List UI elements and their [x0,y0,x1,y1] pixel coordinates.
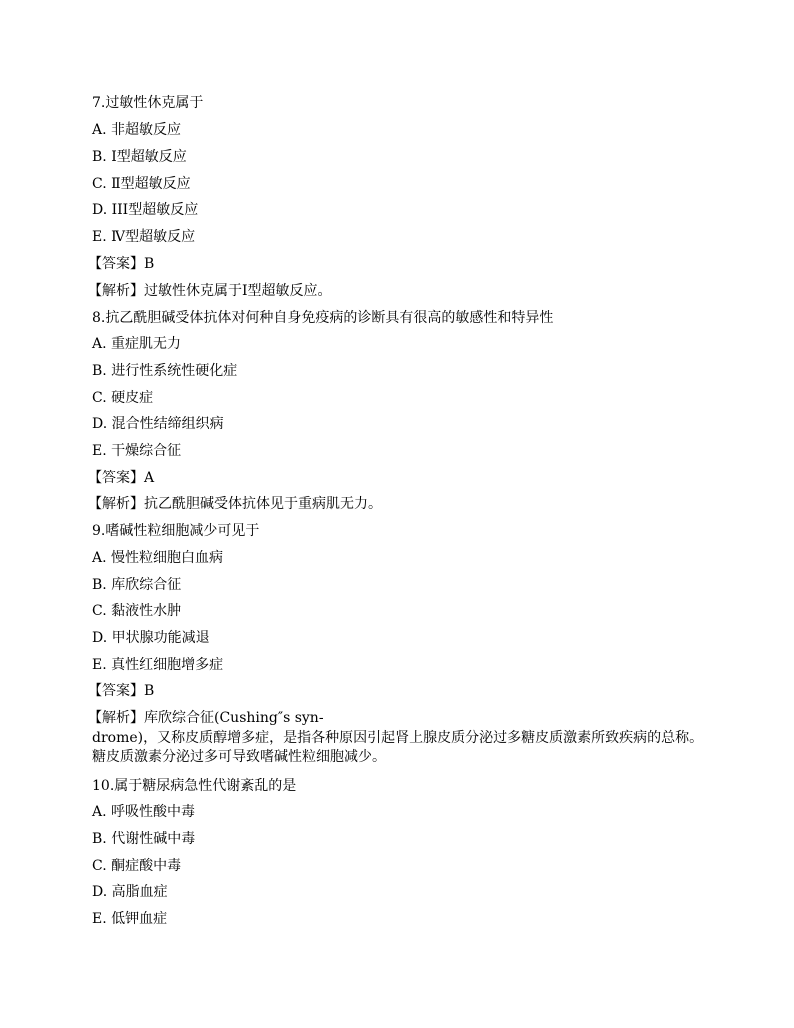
option-b: B. 代谢性碱中毒 [92,831,196,847]
option-d: D. 高脂血症 [92,884,168,900]
option-d: D. III型超敏反应 [92,202,199,218]
option-d: D. 混合性结缔组织病 [92,416,224,432]
option-a: A. 重症肌无力 [92,336,182,352]
question-stem: 8.抗乙酰胆碱受体抗体对何种自身免疫病的诊断具有很高的敏感性和特异性 [92,310,554,326]
analysis: 【解析】过敏性休克属于I型超敏反应。 [88,283,332,299]
option-c: C. 黏液性水肿 [92,603,182,619]
option-b: B. 库欣综合征 [92,577,182,593]
option-c: C. 酮症酸中毒 [92,858,182,874]
option-d: D. 甲状腺功能减退 [92,630,210,646]
analysis: 【解析】抗乙酰胆碱受体抗体见于重病肌无力。 [88,496,382,512]
analysis-continuation: drome)，又称皮质醇增多症，是指各种原因引起肾上腺皮质分泌过多糖皮质激素所致疾病的总称。糖皮质激素分泌过多可导致嗜碱性粒细胞减少。 [92,730,704,765]
answer: 【答案】A [88,470,155,486]
option-e: E. 真性红细胞增多症 [92,657,224,673]
analysis: 【解析】库欣综合征(Cushing″s syn- [88,710,324,726]
option-c: C. Ⅱ型超敏反应 [92,176,191,192]
option-b: B. 进行性系统性硬化症 [92,363,238,379]
answer: 【答案】B [88,683,155,699]
option-a: A. 慢性粒细胞白血病 [92,550,224,566]
answer: 【答案】B [88,256,155,272]
question-stem: 7.过敏性休克属于 [92,95,204,111]
option-b: B. I型超敏反应 [92,149,187,165]
option-a: A. 非超敏反应 [92,122,182,138]
option-e: E. 干燥综合征 [92,443,182,459]
option-e: E. Ⅳ型超敏反应 [92,229,196,245]
option-c: C. 硬皮症 [92,390,154,406]
question-stem: 10.属于糖尿病急性代谢紊乱的是 [92,778,297,794]
question-stem: 9.嗜碱性粒细胞减少可见于 [92,523,260,539]
option-a: A. 呼吸性酸中毒 [92,804,196,820]
option-e: E. 低钾血症 [92,911,168,927]
